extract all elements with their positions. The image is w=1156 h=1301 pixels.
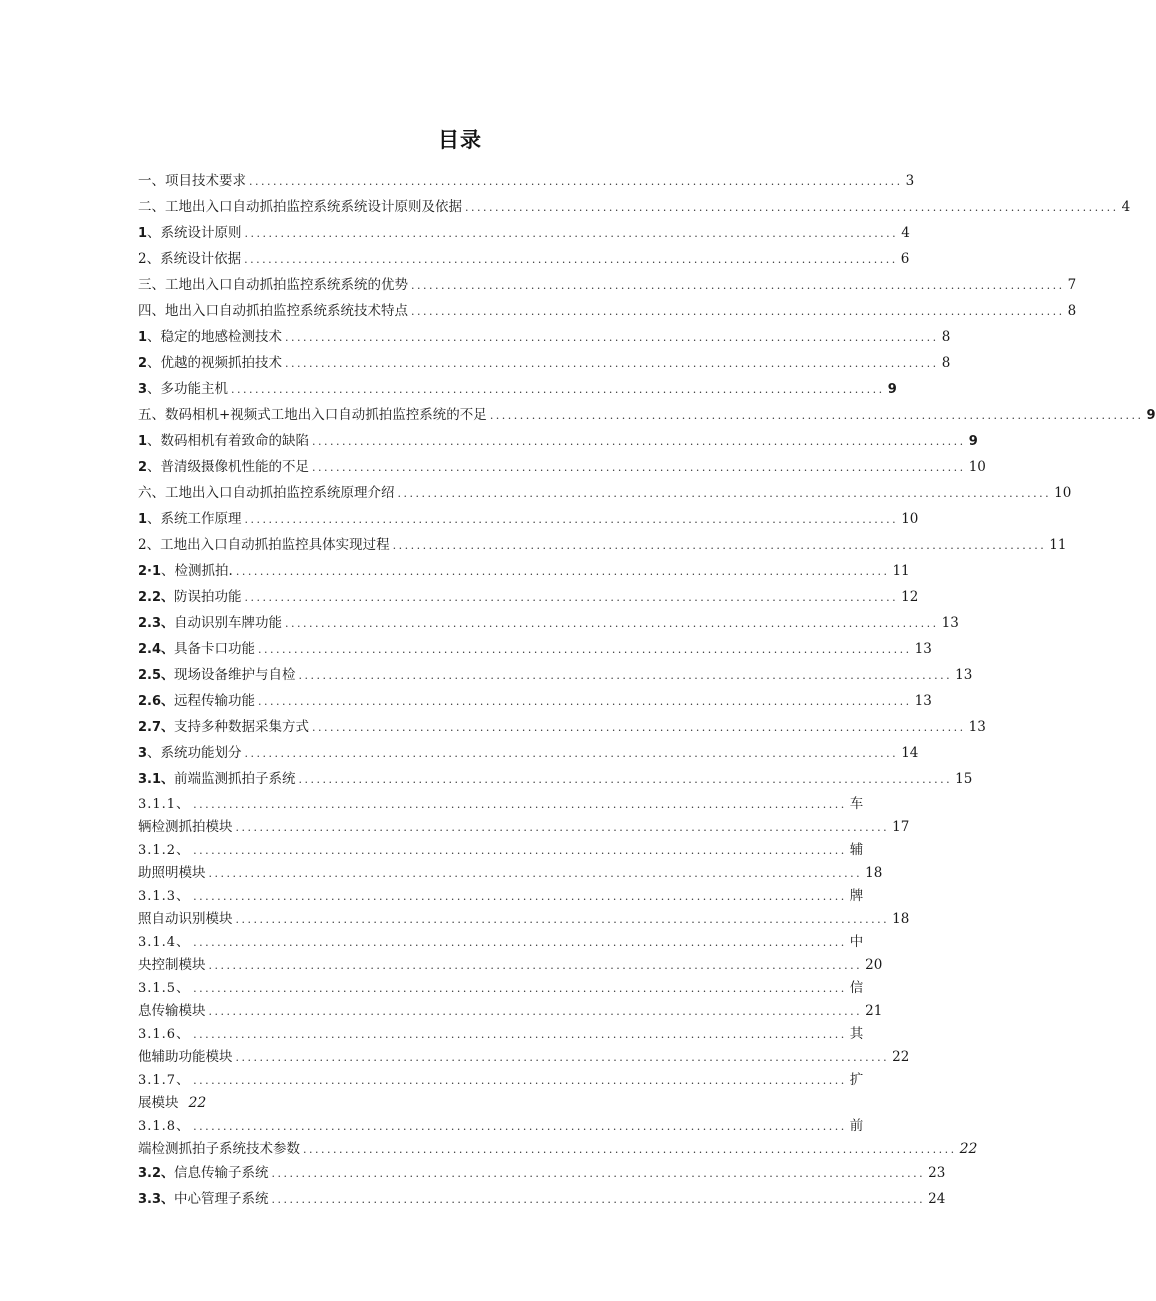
toc-page-number: 13: [955, 667, 973, 683]
toc-subentry[interactable]: [138, 838, 883, 884]
toc-subentry[interactable]: [138, 1114, 978, 1160]
toc-entry-text: 支持多种数据采集方式: [174, 719, 310, 735]
toc-entry-number: 2.5、: [138, 668, 175, 683]
dot-leader: .............................................................................................................: [285, 617, 939, 630]
toc-entry-text: 2、系统设计依据: [138, 251, 242, 267]
toc-entry-number: 2.7、: [138, 720, 175, 735]
dot-leader: .............................................................................................................: [235, 1051, 890, 1064]
toc-entry[interactable]: [138, 740, 919, 766]
toc-page-number: 21: [865, 1003, 883, 1019]
toc-page-number: 4: [1121, 199, 1131, 215]
toc-entry[interactable]: [138, 558, 910, 584]
toc-page-number: 18: [892, 911, 910, 927]
dot-leader: .............................................................................................................: [235, 565, 890, 578]
toc-entry-number: 3.1.1、: [138, 797, 191, 812]
dot-leader: .............................................................................................................: [244, 747, 899, 760]
toc-entry-text-start: 车: [849, 796, 864, 812]
toc-entry[interactable]: [138, 428, 978, 454]
toc-page-number: 6: [900, 251, 910, 267]
dot-leader: .............................................................................................................: [231, 383, 885, 396]
dot-leader: .............................................................................................................: [193, 798, 847, 811]
toc-entry-text-start: 扩: [849, 1072, 864, 1088]
toc-entry-text: 端检测抓拍子系统技术参数: [138, 1141, 300, 1157]
toc-subentry[interactable]: [138, 1068, 864, 1114]
toc-entry-number: 3.1.7、: [138, 1073, 191, 1088]
toc-entry-text: 、数码相机有着致命的缺陷: [147, 433, 310, 449]
dot-leader: .............................................................................................................: [298, 669, 953, 682]
toc-page-number: 9: [1146, 408, 1156, 423]
toc-entry[interactable]: [138, 714, 986, 740]
toc-entry-number: 3.3、: [138, 1192, 175, 1207]
toc-entry-text: 三、工地出入口自动抓拍监控系统系统的优势: [138, 277, 408, 293]
toc-page-number: 8: [941, 329, 951, 345]
dot-leader: .............................................................................................................: [193, 1028, 847, 1041]
toc-entry[interactable]: [138, 168, 915, 194]
toc-entry-text: 自动识别车牌功能: [174, 615, 283, 631]
dot-leader: .............................................................................................................: [208, 959, 863, 972]
toc-page-number: 7: [1067, 277, 1077, 293]
toc-page-number: 4: [901, 225, 910, 241]
dot-leader: .............................................................................................................: [285, 357, 939, 370]
dot-leader: .............................................................................................................: [312, 461, 966, 474]
toc-entry-number: 2·1: [138, 564, 162, 579]
dot-leader: .............................................................................................................: [244, 513, 899, 526]
toc-entry[interactable]: [138, 662, 973, 688]
toc-page-number: 13: [914, 693, 932, 709]
toc-entry[interactable]: [138, 532, 1067, 558]
toc-entry-text: 、优越的视频抓拍技术: [147, 355, 283, 371]
toc-entry[interactable]: [138, 766, 973, 792]
dot-leader: .............................................................................................................: [397, 487, 1052, 500]
toc-entry-text: 、系统工作原理: [147, 511, 242, 527]
dot-leader: .............................................................................................................: [271, 1193, 926, 1206]
toc-entry-text: 辆检测抓拍模块: [138, 819, 233, 835]
toc-entry-text: 一、项目技术要求: [138, 173, 246, 189]
toc-entry-text: 信息传输子系统: [174, 1165, 269, 1181]
toc-subentry[interactable]: [138, 976, 883, 1022]
toc-entry-text: 照自动识别模块: [138, 911, 233, 927]
dot-leader: .............................................................................................................: [193, 936, 847, 949]
toc-entry-number: 3.1.6、: [138, 1027, 191, 1042]
toc-entry-number: 1: [138, 330, 148, 345]
toc-entry[interactable]: [138, 480, 1072, 506]
dot-leader: .............................................................................................................: [411, 305, 1065, 318]
table-of-contents: [138, 168, 1156, 1212]
toc-page-number: 8: [1067, 303, 1077, 319]
toc-entry-text: 、多功能主机: [147, 381, 229, 397]
toc-entry-text: 五、数码相机+视频式工地出入口自动抓拍监控系统的不足: [138, 407, 487, 423]
toc-page-number: 10: [901, 511, 919, 527]
toc-page-number: 13: [968, 719, 986, 735]
toc-entry[interactable]: [138, 376, 897, 402]
toc-entry[interactable]: [138, 272, 1077, 298]
toc-subentry[interactable]: [138, 930, 883, 976]
toc-entry-text: 防误拍功能: [174, 589, 242, 605]
dot-leader: .............................................................................................................: [312, 435, 966, 448]
toc-entry[interactable]: [138, 402, 1156, 428]
toc-entry-number: 3.1、: [138, 772, 175, 787]
toc-entry-text: 四、地出入口自动抓拍监控系统系统技术特点: [138, 303, 408, 319]
toc-page-number: 22: [959, 1141, 978, 1157]
toc-entry-text-start: 其: [849, 1026, 864, 1042]
toc-entry[interactable]: [138, 610, 959, 636]
dot-leader: .............................................................................................................: [235, 821, 890, 834]
toc-entry[interactable]: [138, 324, 951, 350]
toc-entry-number: 2.4、: [138, 642, 175, 657]
dot-leader: .............................................................................................................: [465, 201, 1119, 214]
toc-entry[interactable]: [138, 506, 919, 532]
toc-entry-number: 3.1.8、: [138, 1119, 191, 1134]
toc-entry[interactable]: [138, 298, 1077, 324]
toc-subentry[interactable]: [138, 1022, 910, 1068]
toc-entry-number: 3.2、: [138, 1166, 175, 1181]
toc-entry-text: 远程传输功能: [174, 693, 256, 709]
toc-entry-number: 2: [138, 460, 148, 475]
toc-page-number: 9: [887, 382, 897, 397]
toc-page-number: 11: [892, 563, 910, 579]
dot-leader: .............................................................................................................: [193, 1120, 847, 1133]
toc-entry-text-start: 中: [849, 934, 864, 950]
toc-entry-number: 2.2、: [138, 590, 175, 605]
toc-entry-text-start: 牌: [849, 888, 864, 904]
toc-entry-text: 央控制模块: [138, 957, 206, 973]
toc-page-number: 15: [955, 771, 973, 787]
toc-subentry[interactable]: [138, 792, 910, 838]
dot-leader: .............................................................................................................: [312, 721, 966, 734]
toc-entry-text-start: 前: [849, 1118, 864, 1134]
dot-leader: .............................................................................................................: [244, 253, 898, 266]
toc-entry-text: 具备卡口功能: [174, 641, 256, 657]
toc-entry-number: 1: [138, 512, 148, 527]
toc-entry-text: 二、工地出入口自动抓拍监控系统系统设计原则及依据: [138, 199, 462, 215]
toc-entry-text: 现场设备维护与自检: [174, 667, 296, 683]
dot-leader: .............................................................................................................: [193, 982, 847, 995]
toc-entry-number: 3.1.2、: [138, 843, 191, 858]
toc-page-number: 10: [968, 459, 986, 475]
toc-entry-text: 前端监测抓拍子系统: [174, 771, 296, 787]
toc-entry[interactable]: [138, 246, 910, 272]
toc-entry-text-start: 信: [849, 980, 864, 996]
toc-entry-text: 展模块: [138, 1095, 179, 1111]
dot-leader: .............................................................................................................: [208, 1005, 863, 1018]
toc-entry-number: 2.6、: [138, 694, 175, 709]
toc-entry-text: 2、工地出入口自动抓拍监控具体实现过程: [138, 537, 390, 553]
toc-page-number: 22: [892, 1049, 910, 1065]
toc-entry-text: 他辅助功能模块: [138, 1049, 233, 1065]
toc-page-number: 11: [1049, 537, 1067, 553]
dot-leader: .............................................................................................................: [303, 1143, 957, 1156]
toc-page-number: 13: [941, 615, 959, 631]
toc-page-number: 12: [901, 589, 919, 605]
dot-leader: .............................................................................................................: [244, 591, 899, 604]
toc-entry-text: 六、工地出入口自动抓拍监控系统原理介绍: [138, 485, 395, 501]
toc-page-number: 18: [865, 865, 883, 881]
toc-entry-text: 息传输模块: [138, 1003, 206, 1019]
dot-leader: .............................................................................................................: [285, 331, 939, 344]
toc-page-number: 8: [941, 355, 951, 371]
toc-entry[interactable]: [138, 220, 910, 246]
dot-leader: .............................................................................................................: [193, 844, 847, 857]
toc-entry[interactable]: [138, 688, 932, 714]
toc-entry-text-start: 辅: [849, 842, 864, 858]
dot-leader: .............................................................................................................: [249, 175, 903, 188]
toc-entry[interactable]: [138, 350, 951, 376]
toc-entry[interactable]: [138, 194, 1131, 220]
toc-page-number: 3: [905, 173, 915, 189]
toc-entry-number: 3.1.5、: [138, 981, 191, 996]
toc-entry[interactable]: [138, 584, 919, 610]
page-title: 目录: [438, 128, 482, 152]
toc-page-number: 9: [968, 434, 978, 449]
toc-page-number: 14: [901, 745, 919, 761]
dot-leader: .............................................................................................................: [193, 1074, 847, 1087]
toc-entry[interactable]: [138, 1160, 946, 1186]
dot-leader: .............................................................................................................: [244, 227, 899, 240]
toc-entry[interactable]: [138, 1186, 946, 1212]
toc-entry-text: 中心管理子系统: [174, 1191, 269, 1207]
toc-entry-text: 、普清级摄像机性能的不足: [147, 459, 310, 475]
toc-entry-number: 3: [138, 382, 148, 397]
toc-entry-text: 、检测抓拍.: [161, 563, 233, 579]
dot-leader: .............................................................................................................: [298, 773, 953, 786]
dot-leader: .............................................................................................................: [208, 867, 863, 880]
toc-entry-number: 1: [138, 434, 148, 449]
toc-entry[interactable]: [138, 454, 986, 480]
toc-entry-number: 2: [138, 356, 148, 371]
dot-leader: .............................................................................................................: [489, 409, 1144, 422]
toc-entry-number: 2.3、: [138, 616, 175, 631]
toc-page-number: 17: [892, 819, 910, 835]
toc-entry-number: 3.1.4、: [138, 935, 191, 950]
dot-leader: .............................................................................................................: [411, 279, 1065, 292]
dot-leader: .............................................................................................................: [193, 890, 847, 903]
dot-leader: .............................................................................................................: [258, 695, 912, 708]
toc-entry-number: 3: [138, 746, 148, 761]
toc-entry-number: 3.1.3、: [138, 889, 191, 904]
dot-leader: .............................................................................................................: [235, 913, 890, 926]
toc-entry-text: 、系统功能划分: [147, 745, 242, 761]
toc-page-number: 22: [188, 1095, 207, 1111]
toc-page-number: 20: [865, 957, 883, 973]
toc-entry-number: 1: [138, 226, 148, 241]
toc-page-number: 13: [914, 641, 932, 657]
toc-subentry[interactable]: [138, 884, 910, 930]
dot-leader: .............................................................................................................: [271, 1167, 926, 1180]
toc-entry-text: 、系统设计原则: [147, 225, 242, 241]
toc-page-number: 10: [1054, 485, 1072, 501]
toc-entry-text: 助照明模块: [138, 865, 206, 881]
toc-entry-text: 、稳定的地感检测技术: [147, 329, 283, 345]
toc-page-number: 23: [928, 1165, 946, 1181]
toc-entry[interactable]: [138, 636, 932, 662]
dot-leader: .............................................................................................................: [258, 643, 912, 656]
dot-leader: .............................................................................................................: [392, 539, 1047, 552]
toc-page-number: 24: [928, 1191, 946, 1207]
